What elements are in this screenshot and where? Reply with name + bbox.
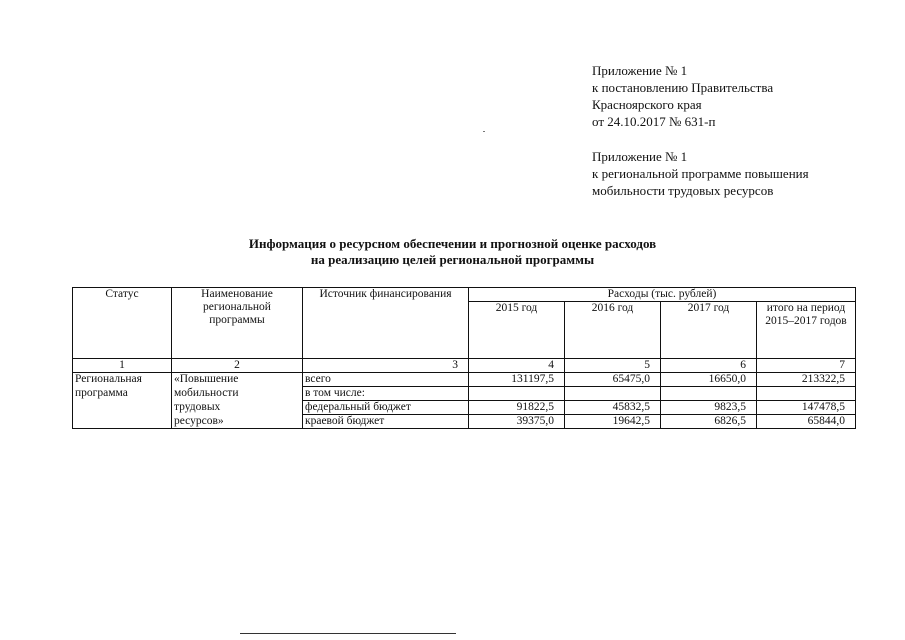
funding-source-cell: всего <box>303 373 469 387</box>
value-total <box>757 387 856 401</box>
value-2017: 6826,5 <box>661 415 757 429</box>
status-cell: программа <box>73 387 172 401</box>
value-2015: 39375,0 <box>469 415 565 429</box>
value-2016: 19642,5 <box>565 415 661 429</box>
column-number: 4 <box>469 359 565 373</box>
header-year-2016: 2016 год <box>565 302 661 359</box>
value-total: 213322,5 <box>757 373 856 387</box>
document-title <box>0 236 905 268</box>
program-name-cell: трудовых <box>172 401 303 415</box>
appendix-2-block <box>592 148 809 199</box>
appendix-2-line: к региональной программе повышения <box>592 166 809 181</box>
value-2016: 45832,5 <box>565 401 661 415</box>
value-2015: 91822,5 <box>469 401 565 415</box>
status-cell <box>73 415 172 429</box>
appendix-1-line: от 24.10.2017 № 631-п <box>592 114 716 129</box>
appendix-1-line: к постановлению Правительства <box>592 80 774 95</box>
value-2017: 9823,5 <box>661 401 757 415</box>
title-line-1: Информация о ресурсном обеспечении и прогнозной оценке расходов <box>248 236 657 251</box>
value-2016: 65475,0 <box>565 373 661 387</box>
funding-source-cell: в том числе: <box>303 387 469 401</box>
column-number: 2 <box>172 359 303 373</box>
scan-artifact <box>483 131 485 132</box>
program-name-cell: ресурсов» <box>172 415 303 429</box>
resource-table <box>72 287 856 429</box>
program-name-cell: мобильности <box>172 387 303 401</box>
header-status: Статус <box>73 288 172 359</box>
column-number: 1 <box>73 359 172 373</box>
value-2015: 131197,5 <box>469 373 565 387</box>
column-number: 5 <box>565 359 661 373</box>
funding-source-cell: федеральный бюджет <box>303 401 469 415</box>
column-number: 6 <box>661 359 757 373</box>
appendix-2-line: Приложение № 1 <box>592 149 688 164</box>
header-expenses: Расходы (тыс. рублей) <box>469 288 856 302</box>
funding-source-cell: краевой бюджет <box>303 415 469 429</box>
header-year-2015: 2015 год <box>469 302 565 359</box>
header-program-name: Наименование региональной программы <box>172 288 303 359</box>
appendix-1-line: Красноярского края <box>592 97 702 112</box>
header-funding-source: Источник финансирования <box>303 288 469 359</box>
header-total: итого на период 2015–2017 годов <box>757 302 856 359</box>
value-total: 65844,0 <box>757 415 856 429</box>
appendix-2-line: мобильности трудовых ресурсов <box>592 183 774 198</box>
title-line-2: на реализацию целей региональной программы <box>310 252 595 267</box>
value-2017: 16650,0 <box>661 373 757 387</box>
value-2017 <box>661 387 757 401</box>
column-number: 3 <box>303 359 469 373</box>
value-2016 <box>565 387 661 401</box>
value-2015 <box>469 387 565 401</box>
status-cell: Региональная <box>73 373 172 387</box>
footer-divider <box>240 633 456 634</box>
appendix-1-line: Приложение № 1 <box>592 63 688 78</box>
header-year-2017: 2017 год <box>661 302 757 359</box>
program-name-cell: «Повышение <box>172 373 303 387</box>
value-total: 147478,5 <box>757 401 856 415</box>
status-cell <box>73 401 172 415</box>
appendix-1-block <box>592 62 773 130</box>
column-number: 7 <box>757 359 856 373</box>
